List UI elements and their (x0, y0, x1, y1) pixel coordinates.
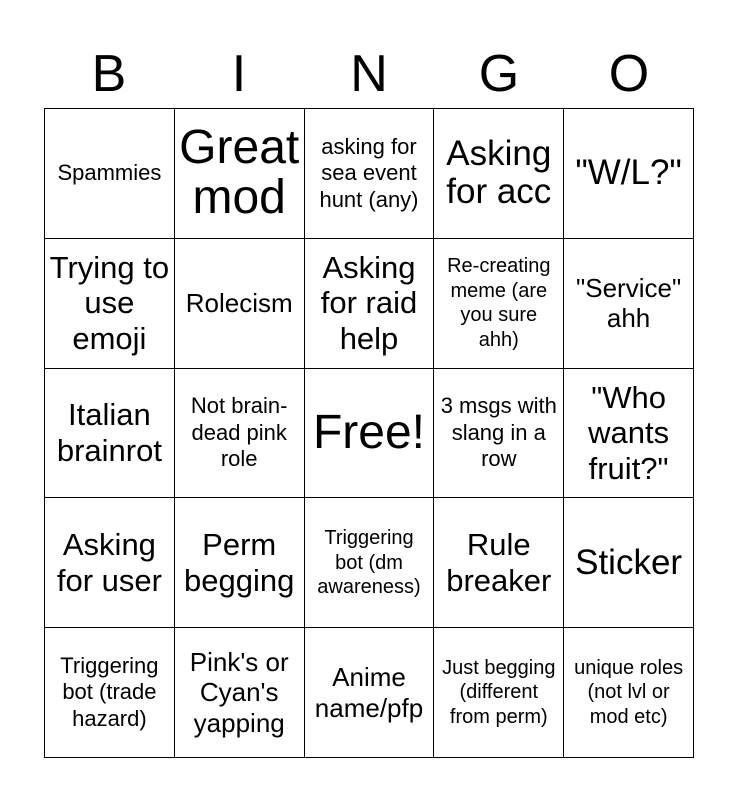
bingo-cell[interactable]: "W/L?" (564, 109, 694, 239)
bingo-cell[interactable]: Asking for user (45, 498, 175, 628)
bingo-cell[interactable]: Great mod (175, 109, 305, 239)
bingo-cell[interactable]: Triggering bot (trade hazard) (45, 628, 175, 758)
header-letter-n: N (350, 45, 388, 103)
bingo-cell[interactable]: Not brain-dead pink role (175, 369, 305, 499)
bingo-cell[interactable]: Perm begging (175, 498, 305, 628)
bingo-cell[interactable]: Rolecism (175, 239, 305, 369)
bingo-cell[interactable]: asking for sea event hunt (any) (305, 109, 435, 239)
bingo-cell-free[interactable]: Free! (305, 369, 435, 499)
bingo-cell[interactable]: Just begging (different from perm) (434, 628, 564, 758)
header-letter-g: G (478, 45, 520, 103)
bingo-cell[interactable]: Trying to use emoji (45, 239, 175, 369)
bingo-cell[interactable]: 3 msgs with slang in a row (434, 369, 564, 499)
header-letter-i: I (231, 45, 247, 103)
bingo-cell[interactable]: Spammies (45, 109, 175, 239)
bingo-cell[interactable]: Re-creating meme (are you sure ahh) (434, 239, 564, 369)
bingo-cell[interactable]: Pink's or Cyan's yapping (175, 628, 305, 758)
bingo-cell[interactable]: Rule breaker (434, 498, 564, 628)
bingo-cell[interactable]: Anime name/pfp (305, 628, 435, 758)
bingo-cell[interactable]: Asking for raid help (305, 239, 435, 369)
bingo-cell[interactable]: Italian brainrot (45, 369, 175, 499)
bingo-cell[interactable]: unique roles (not lvl or mod etc) (564, 628, 694, 758)
bingo-cell[interactable]: "Service" ahh (564, 239, 694, 369)
header-letter-o: O (608, 45, 650, 103)
bingo-cell[interactable]: Asking for acc (434, 109, 564, 239)
bingo-header (44, 40, 694, 108)
bingo-cell[interactable]: Triggering bot (dm awareness) (305, 498, 435, 628)
bingo-grid (44, 108, 694, 758)
bingo-cell[interactable]: "Who wants fruit?" (564, 369, 694, 499)
bingo-cell[interactable]: Sticker (564, 498, 694, 628)
header-letter-b: B (91, 45, 127, 103)
